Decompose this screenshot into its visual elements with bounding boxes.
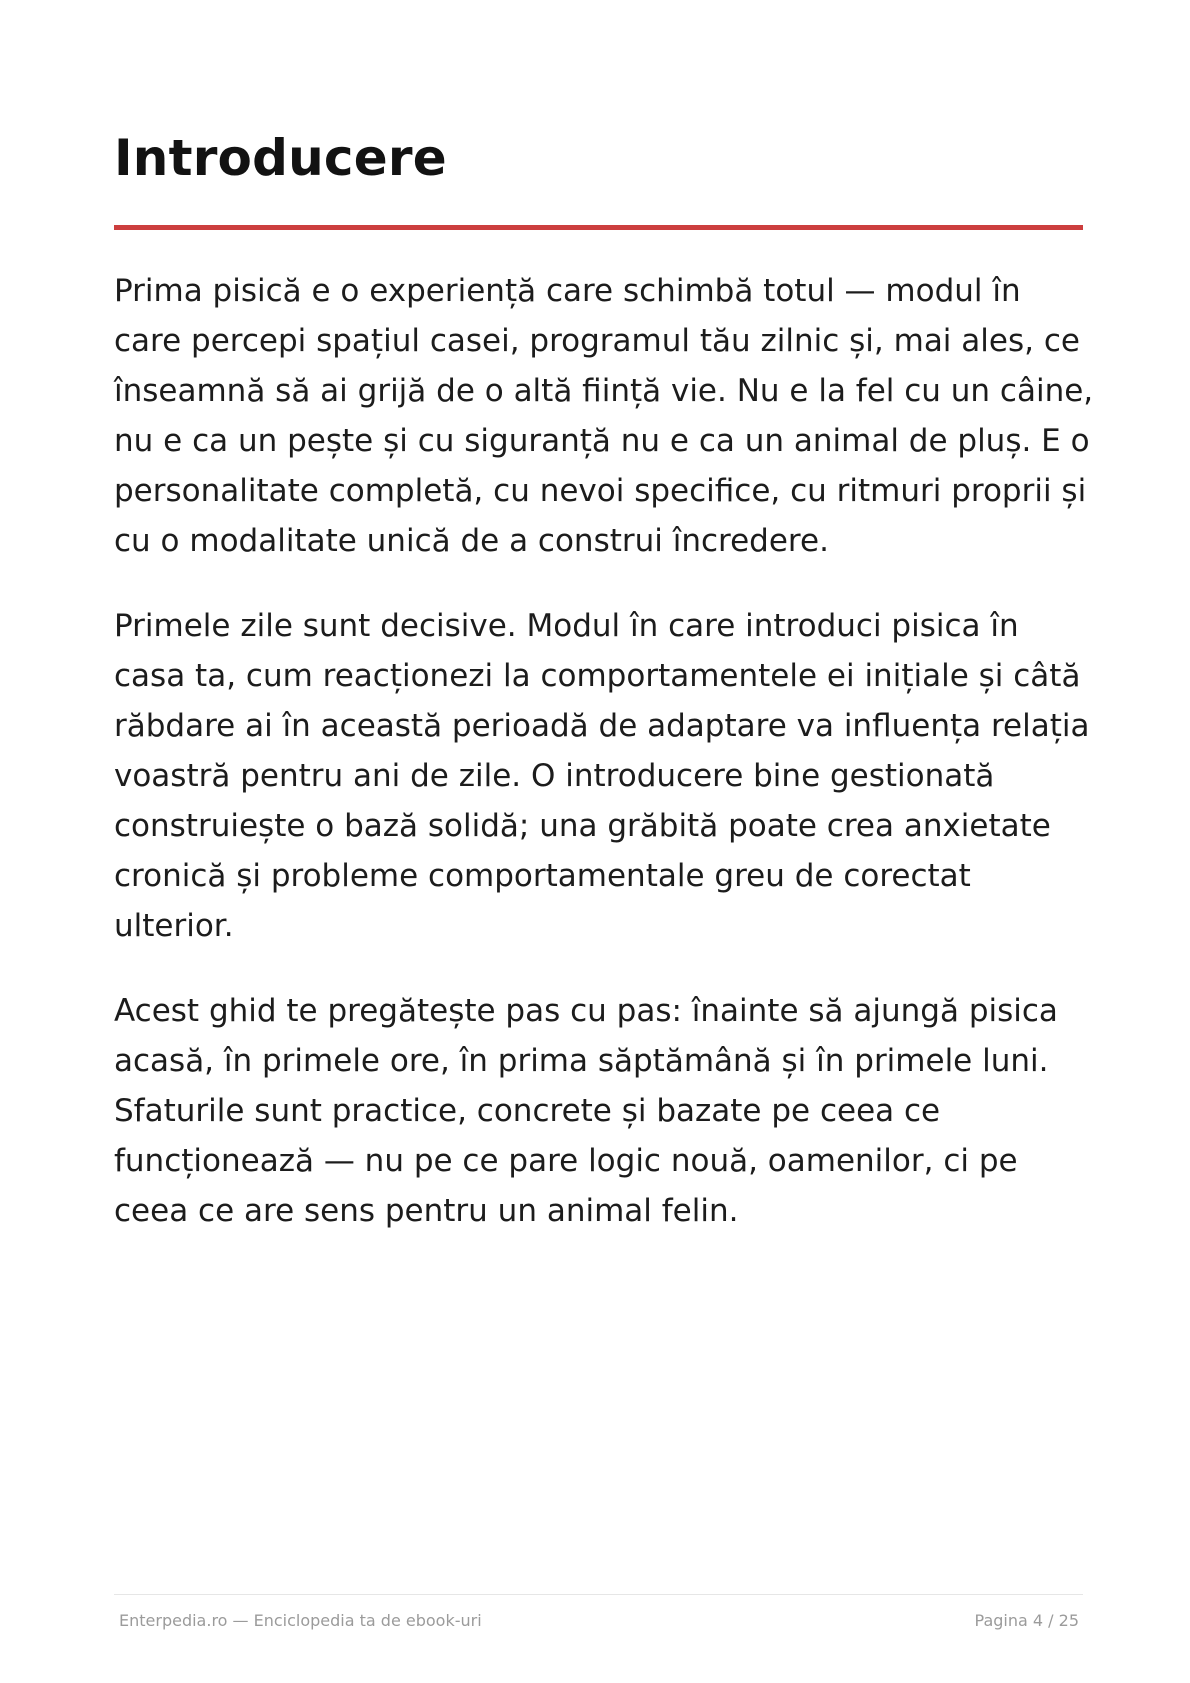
title-divider <box>114 225 1083 230</box>
paragraph-2: Primele zile sunt decisive. Modul în care introduci pisica în casa ta, cum reacționezi la comportamentele ei inițiale și câtă răbdare ai în această perioadă de adaptare va influența relația voastră pentru ani de zile. O introducere bine gestionată construiește o bază solidă; una grăbită poate crea anxietate cronică și probleme comportamentale greu de corectat ulterior. <box>114 608 1090 944</box>
paragraph-3: Acest ghid te pregătește pas cu pas: înainte să ajungă pisica acasă, în primele ore, în prima săptămână și în primele luni. Sfaturile sunt practice, concrete și bazate pe ceea ce funcționează — nu pe ce pare logic nouă, oamenilor, ci pe ceea ce are sens pentru un animal felin. <box>114 993 1058 1229</box>
chapter-title: Introducere <box>114 129 447 187</box>
paragraph-1: Prima pisică e o experiență care schimbă totul — modul în care percepi spațiul casei, programul tău zilnic și, mai ales, ce înseamnă să ai grijă de o altă ființă vie. Nu e la fel cu un câine, nu e ca un pește și cu siguranță nu e ca un animal de pluș. E o personalitate completă, cu nevoi specifice, cu ritmuri proprii și cu o modalitate unică de a construi încredere. <box>114 273 1094 559</box>
body-text <box>114 266 1094 1271</box>
footer-page-number: Pagina 4 / 25 <box>974 1611 1079 1630</box>
footer-divider <box>114 1594 1083 1595</box>
footer-site-name: Enterpedia.ro — Enciclopedia ta de ebook-uri <box>119 1611 482 1630</box>
